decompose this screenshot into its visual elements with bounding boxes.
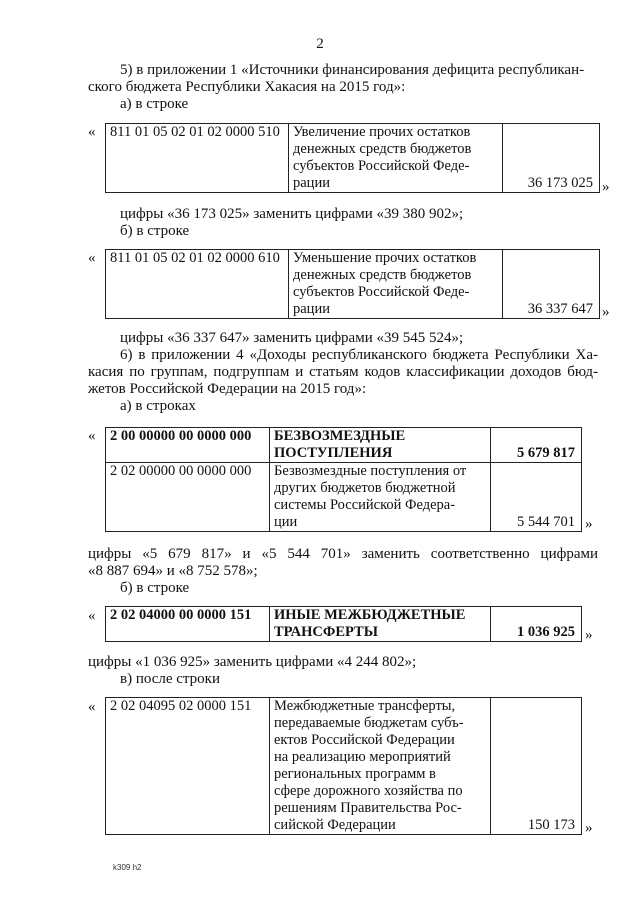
page-number: 2: [316, 36, 324, 52]
row-amount: 36 173 025: [503, 124, 600, 193]
table-row: [106, 607, 582, 642]
table-row: [106, 463, 582, 532]
row-code: 2 02 04095 02 0000 151: [106, 698, 270, 835]
table-row-a: [105, 123, 600, 193]
table-row-c6: [105, 697, 582, 835]
row-description: Межбюджетные трансферты, передаваемые бюджетам субъ- ектов Российской Федерации на реализацию мероприятий региональных программ в сфере дорожного хозяйства по решениям Правительства Рос- сийской Федерации: [270, 698, 491, 835]
row-code: 2 00 00000 00 0000 000: [106, 428, 270, 463]
quote-close: »: [585, 627, 593, 643]
row-description: Безвозмездные поступления от других бюджетов бюджетной системы Российской Федера- ции: [270, 463, 491, 532]
item5-replace-b: цифры «36 337 647» заменить цифрами «39 545 524»;: [120, 330, 464, 346]
row-description: Уменьшение прочих остатков денежных средств бюджетов субъектов Российской Феде- рации: [289, 250, 503, 319]
row-amount: 5 679 817: [491, 428, 582, 463]
item6-line1: 6) в приложении 4 «Доходы республиканского бюджета Республики Ха-: [120, 347, 598, 363]
table-row: [106, 698, 582, 835]
quote-open: «: [88, 428, 96, 444]
quote-close: »: [602, 304, 610, 320]
row-amount: 36 337 647: [503, 250, 600, 319]
item6-replace-a-line2: «8 887 694» и «8 752 578»;: [88, 563, 258, 579]
table-row-b6: [105, 606, 582, 642]
item6-b-label: б) в строке: [120, 580, 190, 596]
item6-replace-a-line1: цифры «5 679 817» и «5 544 701» заменить соответственно цифрами: [88, 546, 598, 562]
item5-b-label: б) в строке: [120, 223, 190, 239]
quote-open: «: [88, 250, 96, 266]
row-code: 2 02 00000 00 0000 000: [106, 463, 270, 532]
row-amount: 5 544 701: [491, 463, 582, 532]
row-amount: 1 036 925: [491, 607, 582, 642]
table-row: [106, 250, 600, 319]
row-code: 811 01 05 02 01 02 0000 510: [106, 124, 289, 193]
item5-replace-a: цифры «36 173 025» заменить цифрами «39 380 902»;: [120, 206, 464, 222]
table-row-b: [105, 249, 600, 319]
footer-code: k309 h2: [113, 863, 142, 872]
quote-open: «: [88, 124, 96, 140]
row-code: 2 02 04000 00 0000 151: [106, 607, 270, 642]
item6-replace-b: цифры «1 036 925» заменить цифрами «4 244 802»;: [88, 654, 417, 670]
item5-a-label: а) в строке: [120, 96, 189, 112]
row-amount: 150 173: [491, 698, 582, 835]
item5-line1: 5) в приложении 1 «Источники финансирования дефицита республикан-: [120, 62, 585, 78]
row-code: 811 01 05 02 01 02 0000 610: [106, 250, 289, 319]
quote-open: «: [88, 699, 96, 715]
table-row: [106, 428, 582, 463]
row-description: БЕЗВОЗМЕЗДНЫЕ ПОСТУПЛЕНИЯ: [270, 428, 491, 463]
quote-close: »: [602, 179, 610, 195]
item6-line3: жетов Российской Федерации на 2015 год»:: [88, 381, 367, 397]
table-row: [106, 124, 600, 193]
quote-open: «: [88, 608, 96, 624]
item6-c-label: в) после строки: [120, 671, 220, 687]
item6-a-label: а) в строках: [120, 398, 196, 414]
quote-close: »: [585, 820, 593, 836]
quote-close: »: [585, 516, 593, 532]
item5-line2: ского бюджета Республики Хакасия на 2015 год»:: [88, 79, 406, 95]
row-description: ИНЫЕ МЕЖБЮДЖЕТНЫЕ ТРАНСФЕРТЫ: [270, 607, 491, 642]
item6-line2: касия по группам, подгруппам и статьям кодов классификации доходов бюд-: [88, 364, 598, 380]
row-description: Увеличение прочих остатков денежных средств бюджетов субъектов Российской Феде- рации: [289, 124, 503, 193]
table-rows-a: [105, 427, 582, 532]
